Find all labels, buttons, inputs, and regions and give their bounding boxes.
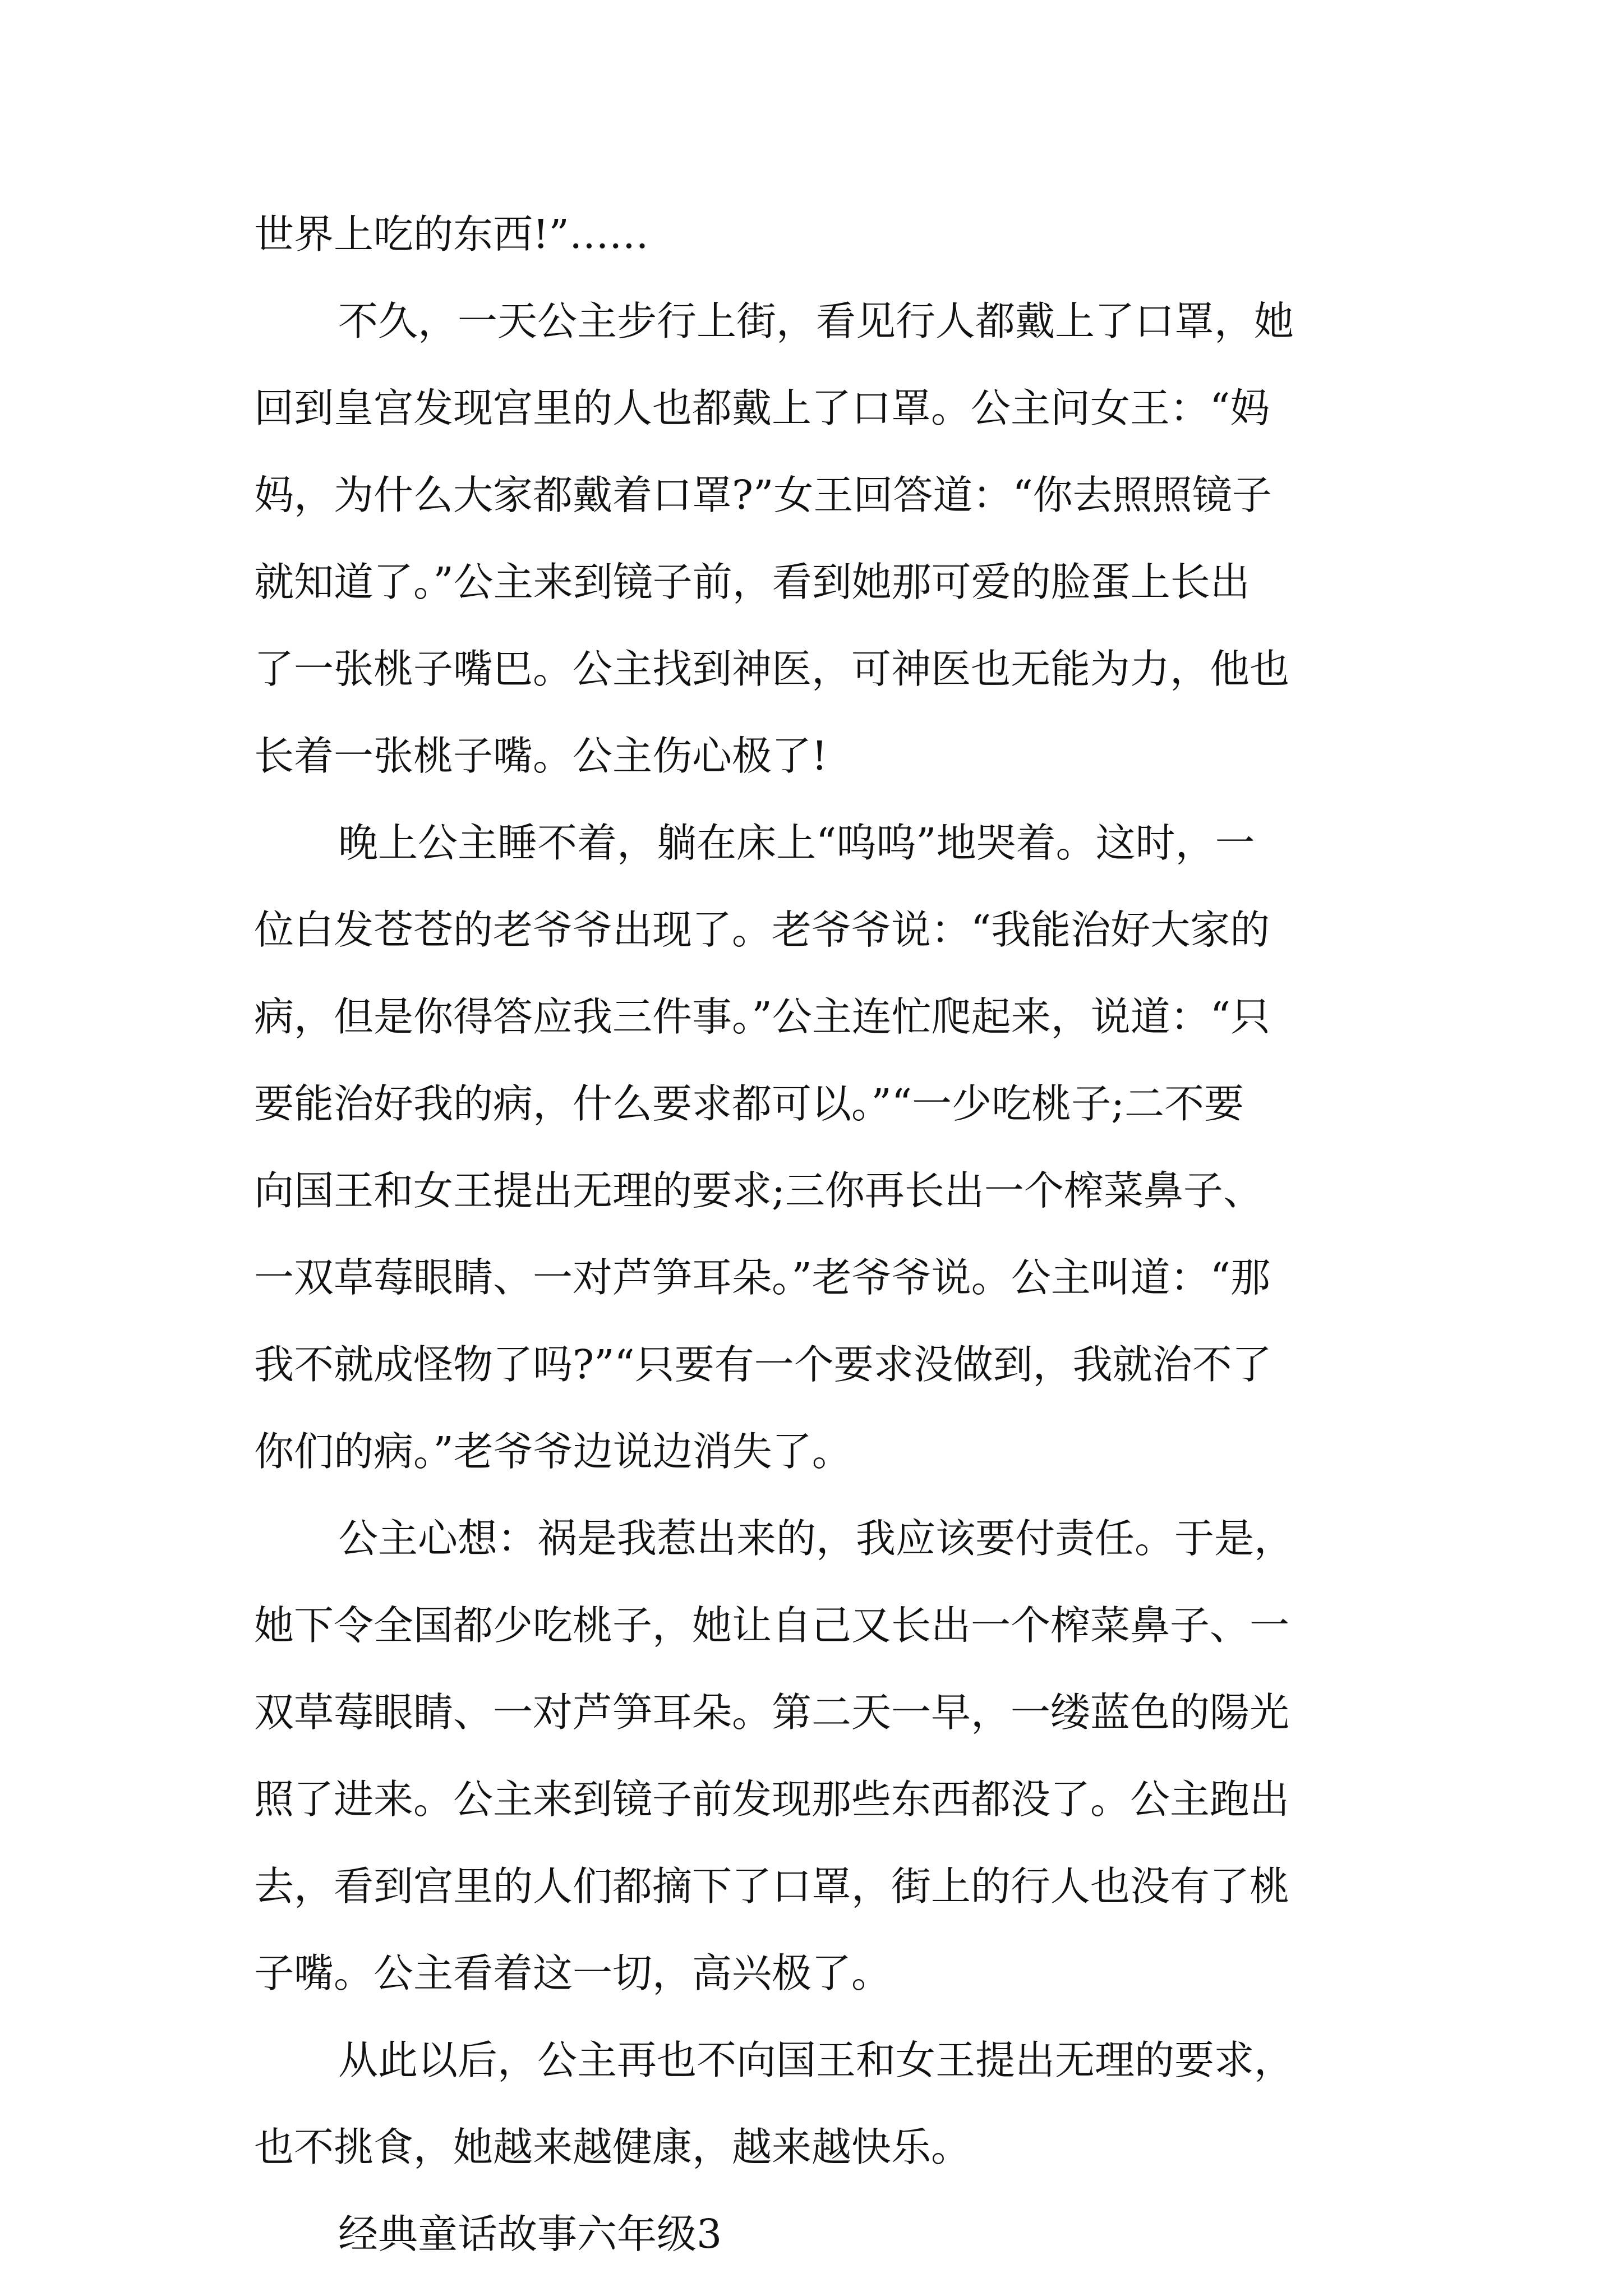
text-line: 向国王和女王提出无理的要求;三你再长出一个榨菜鼻子、 (254, 1167, 1263, 1214)
text-line: 去，看到宫里的人们都摘下了口罩，街上的行人也没有了桃 (254, 1863, 1290, 1910)
text-line: 了一张桃子嘴巴。公主找到神医，可神医也无能为力，他也 (254, 646, 1290, 692)
text-line: 妈，为什么大家都戴着口罩?”女王回答道：“你去照照镜子 (254, 472, 1272, 518)
text-line: 就知道了。”公主来到镜子前，看到她那可爱的脸蛋上长出 (254, 559, 1250, 605)
text-line: 她下令全国都少吃桃子，她让自己又长出一个榨菜鼻子、一 (254, 1602, 1290, 1649)
text-line: 公主心想：祸是我惹出来的，我应该要付责任。于是， (338, 1515, 1294, 1562)
text-line: 世界上吃的东西!”…… (254, 211, 649, 257)
text-line: 位白发苍苍的老爷爷出现了。老爷爷说：“我能治好大家的 (254, 907, 1270, 953)
text-line: 晚上公主睡不着，躺在床上“呜呜”地哭着。这时，一 (338, 820, 1255, 866)
text-line: 照了进来。公主来到镜子前发现那些东西都没了。公主跑出 (254, 1776, 1290, 1823)
text-line: 你们的病。”老爷爷边说边消失了。 (254, 1428, 852, 1475)
text-line: 也不挑食，她越来越健康，越来越快乐。 (254, 2124, 971, 2170)
text-line: 子嘴。公主看着这一切，高兴极了。 (254, 1950, 892, 1996)
text-line: 长着一张桃子嘴。公主伤心极了! (254, 733, 828, 779)
text-line: 要能治好我的病，什么要求都可以。”“一少吃桃子;二不要 (254, 1080, 1244, 1127)
text-line: 回到皇宫发现宫里的人也都戴上了口罩。公主问女王：“妈 (254, 385, 1270, 431)
text-line: 我不就成怪物了吗?”“只要有一个要求没做到，我就治不了 (254, 1341, 1272, 1388)
text-line: 不久，一天公主步行上街，看见行人都戴上了口罩，她 (338, 298, 1294, 344)
text-line: 病，但是你得答应我三件事。”公主连忙爬起来，说道：“只 (254, 993, 1271, 1040)
text-line: 一双草莓眼睛、一对芦笋耳朵。”老爷爷说。公主叫道：“那 (254, 1254, 1271, 1301)
section-heading: 经典童话故事六年级3 (338, 2211, 722, 2257)
text-line: 双草莓眼睛、一对芦笋耳朵。第二天一早，一缕蓝色的陽光 (254, 1689, 1290, 1736)
text-line: 从此以后，公主再也不向国王和女王提出无理的要求， (338, 2037, 1294, 2083)
